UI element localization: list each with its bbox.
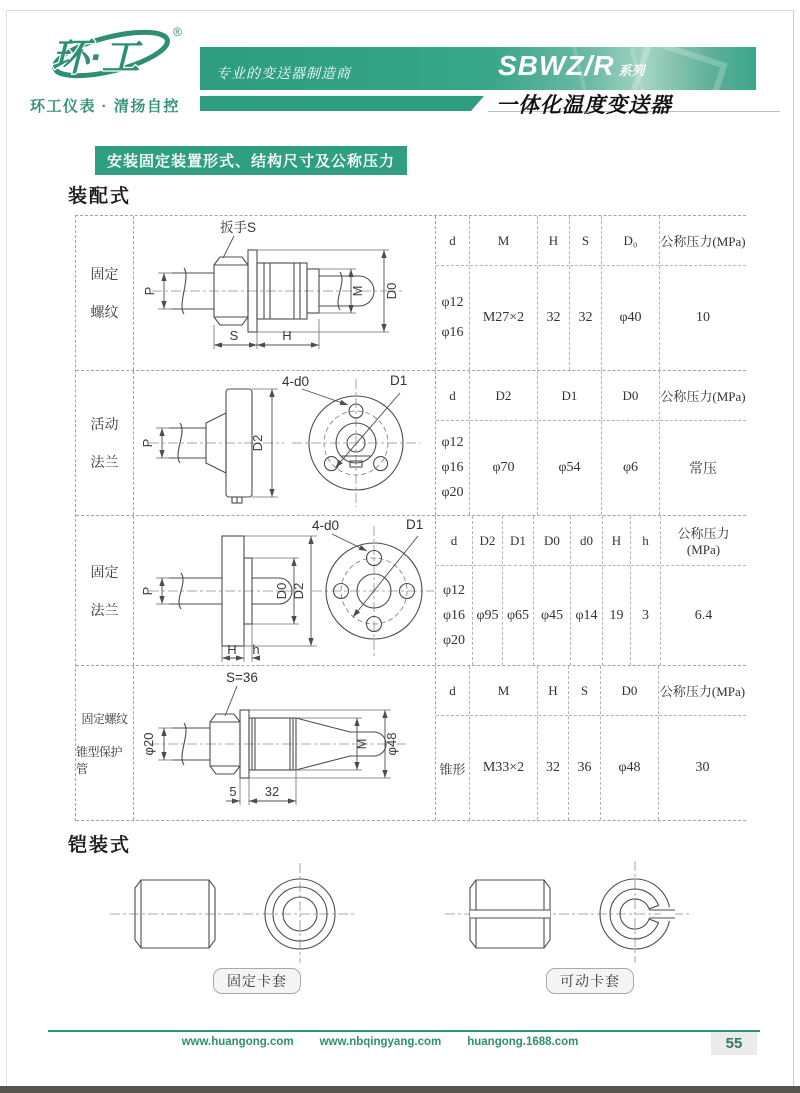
table-row-movable-flange	[76, 371, 746, 516]
dim-label-5: 5	[229, 784, 237, 799]
series-suffix: 系列	[618, 63, 645, 78]
callout-4-d0: 4-d0	[282, 374, 310, 389]
movable-flange-drawing	[134, 371, 436, 515]
tapered-tube-table: d 锥形 M M33×2 H 32 S 36 D0 φ48 公称压力(MPa) 30	[436, 666, 746, 820]
wrench-size-callout: S=36	[226, 670, 258, 685]
fixed-flange-figure	[134, 516, 436, 664]
table-row-fixed-thread	[76, 216, 746, 371]
page-number: 55	[711, 1032, 757, 1055]
page-edge-left	[6, 10, 7, 1086]
dim-label-m: M	[354, 738, 369, 750]
table-row-fixed-flange	[76, 516, 746, 666]
row-label: 固定螺纹 锥型保护管	[76, 666, 134, 820]
dim-label-m: M	[350, 285, 365, 297]
dim-label-phi48: φ48	[384, 732, 399, 756]
logo-text: 环·工	[51, 37, 140, 79]
row-label: 固定 法兰	[76, 516, 134, 665]
movable-flange-table: d φ12 φ16 φ20 D2 φ70 D1 φ54 D0 φ6 公称压力(MPa) 常压	[436, 371, 746, 515]
banner-slogan: 专业的变送器制造商	[216, 65, 351, 81]
fixed-thread-table: d φ12 φ16 M M27×2 H 32 S 32 D₀ φ40 公称压力(MPa) 10	[436, 216, 746, 370]
movable-ferrule-caption: 可动卡套	[546, 968, 634, 994]
series-title: SBWZ/R	[498, 50, 615, 81]
footer-bar	[0, 1086, 800, 1093]
dim-label-H: H	[227, 642, 237, 657]
dim-label-p: P	[140, 438, 155, 448]
armored-heading: 铠装式	[68, 835, 132, 856]
dim-label-s: S	[229, 328, 239, 343]
row-label: 活动 法兰	[76, 371, 134, 515]
fixed-thread-figure	[134, 216, 436, 369]
fixed-thread-drawing	[134, 216, 436, 370]
tapered-tube-figure	[134, 666, 436, 819]
logo-caption: 环工仪表 · 清扬自控	[30, 98, 180, 115]
movable-ferrule-figure	[435, 855, 705, 963]
row-label: 固定 螺纹	[76, 216, 134, 370]
wrench-callout: 扳手S	[220, 220, 257, 235]
dim-label-p: P	[142, 286, 157, 296]
page-edge-right	[793, 10, 794, 1086]
dim-label-phi20: φ20	[141, 732, 156, 756]
callout-d1: D1	[406, 517, 424, 532]
dim-label-h: h	[252, 642, 260, 657]
callout-d1: D1	[390, 373, 408, 388]
fixed-ferrule-caption: 固定卡套	[213, 968, 301, 994]
dim-label-h: H	[282, 328, 292, 343]
assembly-heading: 装配式	[68, 186, 132, 207]
footer-urls	[0, 1036, 760, 1048]
header-banner	[200, 47, 756, 90]
dim-label-32: 32	[264, 784, 280, 799]
page-edge-top	[6, 10, 793, 11]
company-logo	[33, 22, 193, 92]
dim-label-d0: D0	[274, 582, 289, 600]
footer-url-1: www.huangong.com	[181, 1036, 294, 1048]
section-title-badge: 安装固定装置形式、结构尺寸及公称压力	[95, 146, 407, 175]
product-line-title: 一体化温度变送器	[496, 94, 672, 117]
header-green-bar	[200, 96, 484, 111]
dim-label-d2: D2	[250, 434, 265, 452]
movable-flange-figure	[134, 371, 436, 514]
table-row-tapered-tube	[76, 666, 746, 821]
fixed-flange-drawing	[134, 516, 436, 665]
footer-url-3: huangong.1688.com	[467, 1036, 579, 1048]
dim-label-d2: D2	[291, 582, 306, 600]
assembly-table	[75, 215, 746, 821]
callout-4-d0: 4-d0	[312, 518, 340, 533]
fixed-flange-table: d φ12 φ16 φ20 D2 φ95 D1 φ65 D0 φ45 d0 φ14 H 19 h 3 公称压力(MPa) 6.4	[436, 516, 746, 665]
footer-divider	[48, 1030, 760, 1032]
footer-url-2: www.nbqingyang.com	[319, 1036, 442, 1048]
dim-label-d0: D0	[384, 282, 399, 300]
dim-label-p: P	[140, 586, 155, 596]
registered-mark-icon: ®	[173, 25, 182, 39]
fixed-ferrule-figure	[100, 855, 370, 963]
series-name	[498, 50, 644, 82]
tapered-tube-drawing	[134, 666, 436, 820]
